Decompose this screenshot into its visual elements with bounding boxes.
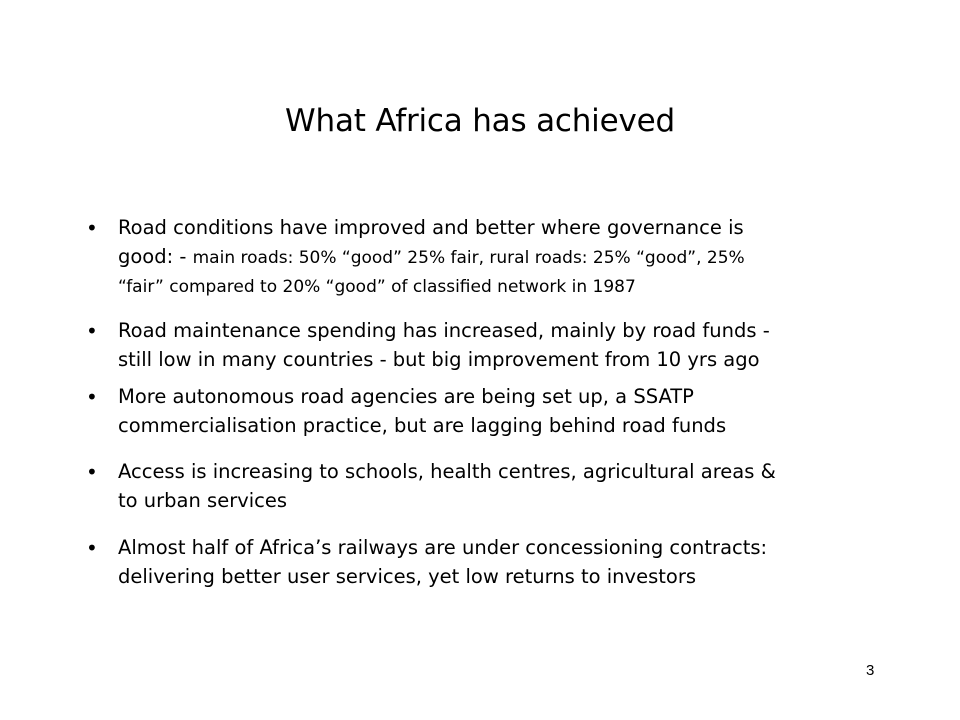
- bullet-line: to urban services: [118, 489, 288, 512]
- bullet-line: still low in many countries - but big improvement from 10 yrs ago: [118, 348, 760, 371]
- slide-title: What Africa has achieved: [285, 103, 675, 139]
- bullet-line: Road maintenance spending has increased, mainly by road funds -: [118, 319, 770, 342]
- bullet-line: delivering better user services, yet low returns to investors: [118, 565, 696, 588]
- bullet-marker: •: [86, 216, 98, 240]
- bullet-marker: •: [86, 319, 98, 343]
- bullet-text: [118, 382, 918, 440]
- bullet-line: [118, 242, 918, 273]
- bullet-text: [118, 457, 918, 515]
- bullet-marker: •: [86, 385, 98, 409]
- bullet-line: Road conditions have improved and better where governance is: [118, 216, 744, 239]
- bullet-text: [118, 533, 918, 591]
- bullet-line: Access is increasing to schools, health centres, agricultural areas &: [118, 460, 776, 483]
- bullet-marker: •: [86, 460, 98, 484]
- bullet-line: More autonomous road agencies are being set up, a SSATP: [118, 385, 694, 408]
- bullet-marker: •: [86, 536, 98, 560]
- bullet-text: [118, 213, 918, 302]
- bullet-text: [118, 316, 918, 374]
- bullet-line: Almost half of Africa’s railways are under concessioning contracts:: [118, 536, 768, 559]
- bullet-line-part: main roads: 50% “good” 25% fair, rural roads: 25% “good”, 25%: [192, 248, 745, 268]
- bullet-line-part: good: -: [118, 245, 193, 268]
- bullet-line: “fair” compared to 20% “good” of classified network in 1987: [118, 277, 636, 297]
- page-number: 3: [866, 662, 875, 679]
- bullet-line: commercialisation practice, but are lagging behind road funds: [118, 414, 727, 437]
